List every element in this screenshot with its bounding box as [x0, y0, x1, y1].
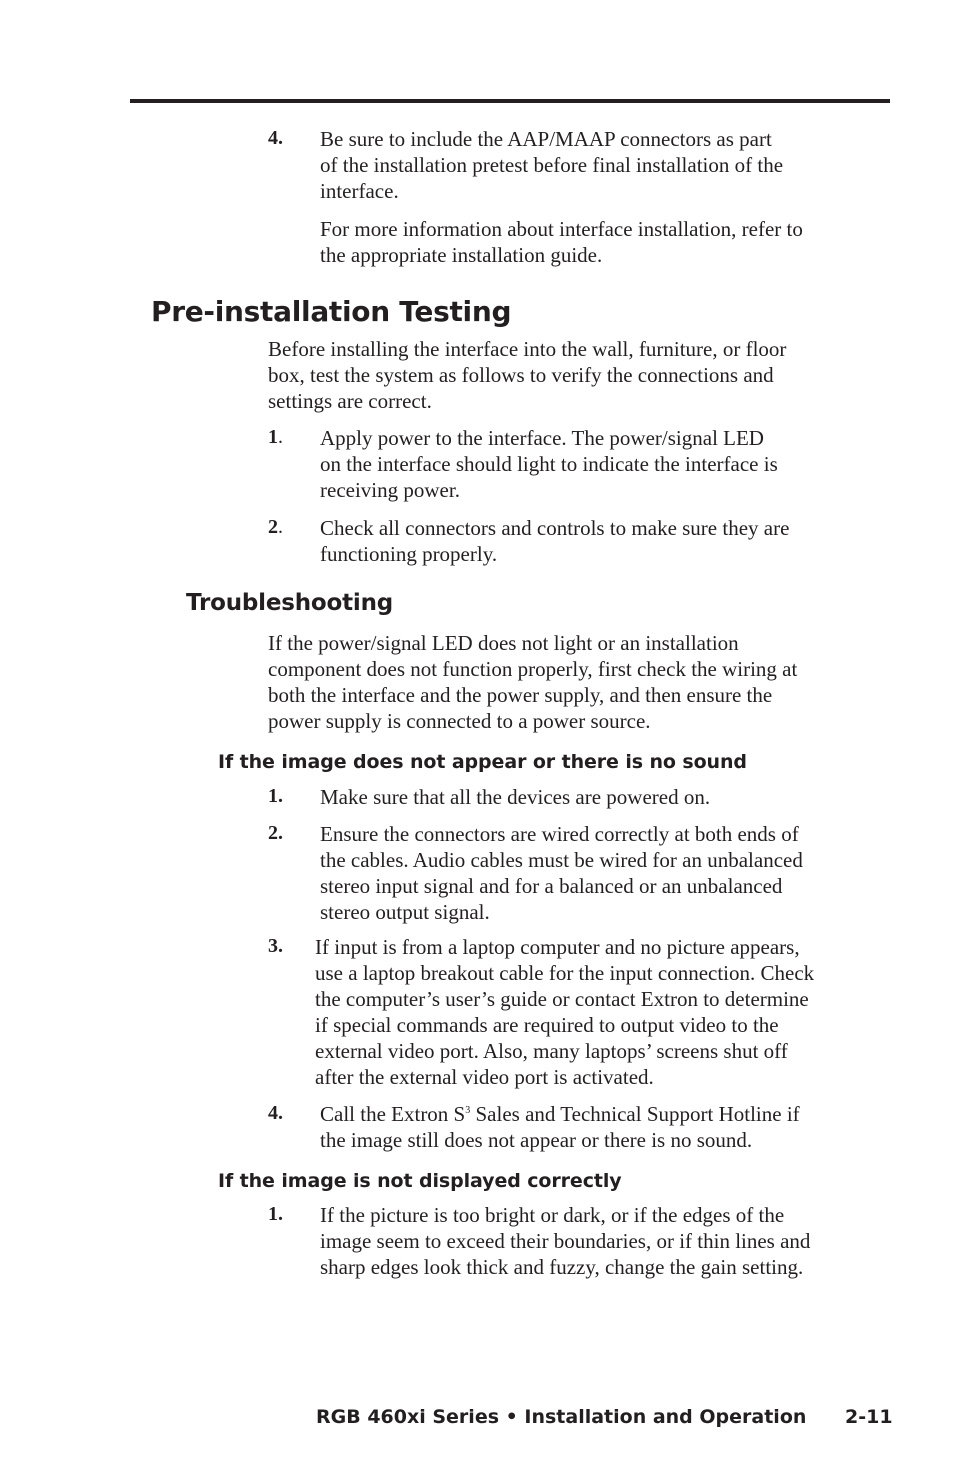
list-item-text [320, 821, 803, 925]
text-line: external video port. Also, many laptops’ screens shut off [315, 1039, 788, 1063]
list-item-text [320, 425, 778, 503]
text-line: sharp edges look thick and fuzzy, change the gain setting. [320, 1255, 804, 1279]
list-item-text [320, 126, 783, 204]
text-line: For more information about interface installation, refer to [320, 217, 803, 241]
text-line: If the power/signal LED does not light or an installation [268, 631, 739, 655]
text-line: Ensure the connectors are wired correctly at both ends of [320, 822, 799, 846]
text-line: interface. [320, 179, 399, 203]
section-heading: Pre-installation Testing [151, 295, 512, 328]
footer-title: RGB 460xi Series • Installation and Operation [316, 1406, 807, 1428]
text-line: receiving power. [320, 478, 460, 502]
text-line: box, test the system as follows to verify the connections and [268, 363, 774, 387]
text-line: the computer’s user’s guide or contact Extron to determine [315, 987, 809, 1011]
text-line: Before installing the interface into the wall, furniture, or floor [268, 337, 787, 361]
list-item-text [320, 784, 710, 810]
text-line: power supply is connected to a power source. [268, 709, 651, 733]
note-paragraph [320, 216, 803, 268]
text-line: Apply power to the interface. The power/signal LED [320, 426, 764, 450]
header-rule [130, 99, 890, 103]
text-line: image seem to exceed their boundaries, or if thin lines and [320, 1229, 811, 1253]
text-line: the appropriate installation guide. [320, 243, 603, 267]
text-line: Call the Extron $S^3$ Sales and Technical Support Hotline if [320, 1102, 800, 1126]
list-item-text [320, 1101, 800, 1153]
text-line: on the interface should light to indicate the interface is [320, 452, 778, 476]
text-line: both the interface and the power supply, and then ensure the [268, 683, 773, 707]
text-line: functioning properly. [320, 542, 498, 566]
text-line: the cables. Audio cables must be wired for an unbalanced [320, 848, 803, 872]
topic-heading: If the image is not displayed correctly [218, 1170, 622, 1192]
superscript: 3 [465, 1105, 471, 1116]
list-number: 2. [268, 516, 283, 538]
list-number: 4. [268, 1102, 283, 1124]
text-line: stereo input signal and for a balanced or an unbalanced [320, 874, 783, 898]
list-item-text [320, 515, 789, 567]
text-line: settings are correct. [268, 389, 432, 413]
intro-paragraph [268, 630, 797, 734]
text-line: Be sure to include the AAP/MAAP connectors as part [320, 127, 772, 151]
text-line: component does not function properly, first check the wiring at [268, 657, 798, 681]
text-line: If the picture is too bright or dark, or if the edges of the [320, 1203, 785, 1227]
text-line: Make sure that all the devices are powered on. [320, 785, 711, 809]
list-number: 1. [268, 426, 283, 448]
text-line: Check all connectors and controls to make sure they are [320, 516, 790, 540]
subsection-heading: Troubleshooting [186, 590, 394, 616]
page-number: 2-11 [845, 1406, 893, 1428]
list-number: 4. [268, 127, 283, 149]
text-line: if special commands are required to output video to the [315, 1013, 779, 1037]
list-number: 1. [268, 1203, 283, 1225]
list-number: 1. [268, 785, 283, 807]
list-number: 3. [268, 935, 283, 957]
text-line: of the installation pretest before final installation of the [320, 153, 784, 177]
text-line: the image still does not appear or there is no sound. [320, 1128, 753, 1152]
text-line: use a laptop breakout cable for the input connection. Check [315, 961, 815, 985]
list-item-text [315, 934, 814, 1090]
intro-paragraph [268, 336, 786, 414]
list-item-text [320, 1202, 810, 1280]
text-line: after the external video port is activated. [315, 1065, 654, 1089]
list-number: 2. [268, 822, 283, 844]
text-line: stereo output signal. [320, 900, 490, 924]
topic-heading: If the image does not appear or there is no sound [218, 751, 747, 773]
text-line: If input is from a laptop computer and no picture appears, [315, 935, 800, 959]
